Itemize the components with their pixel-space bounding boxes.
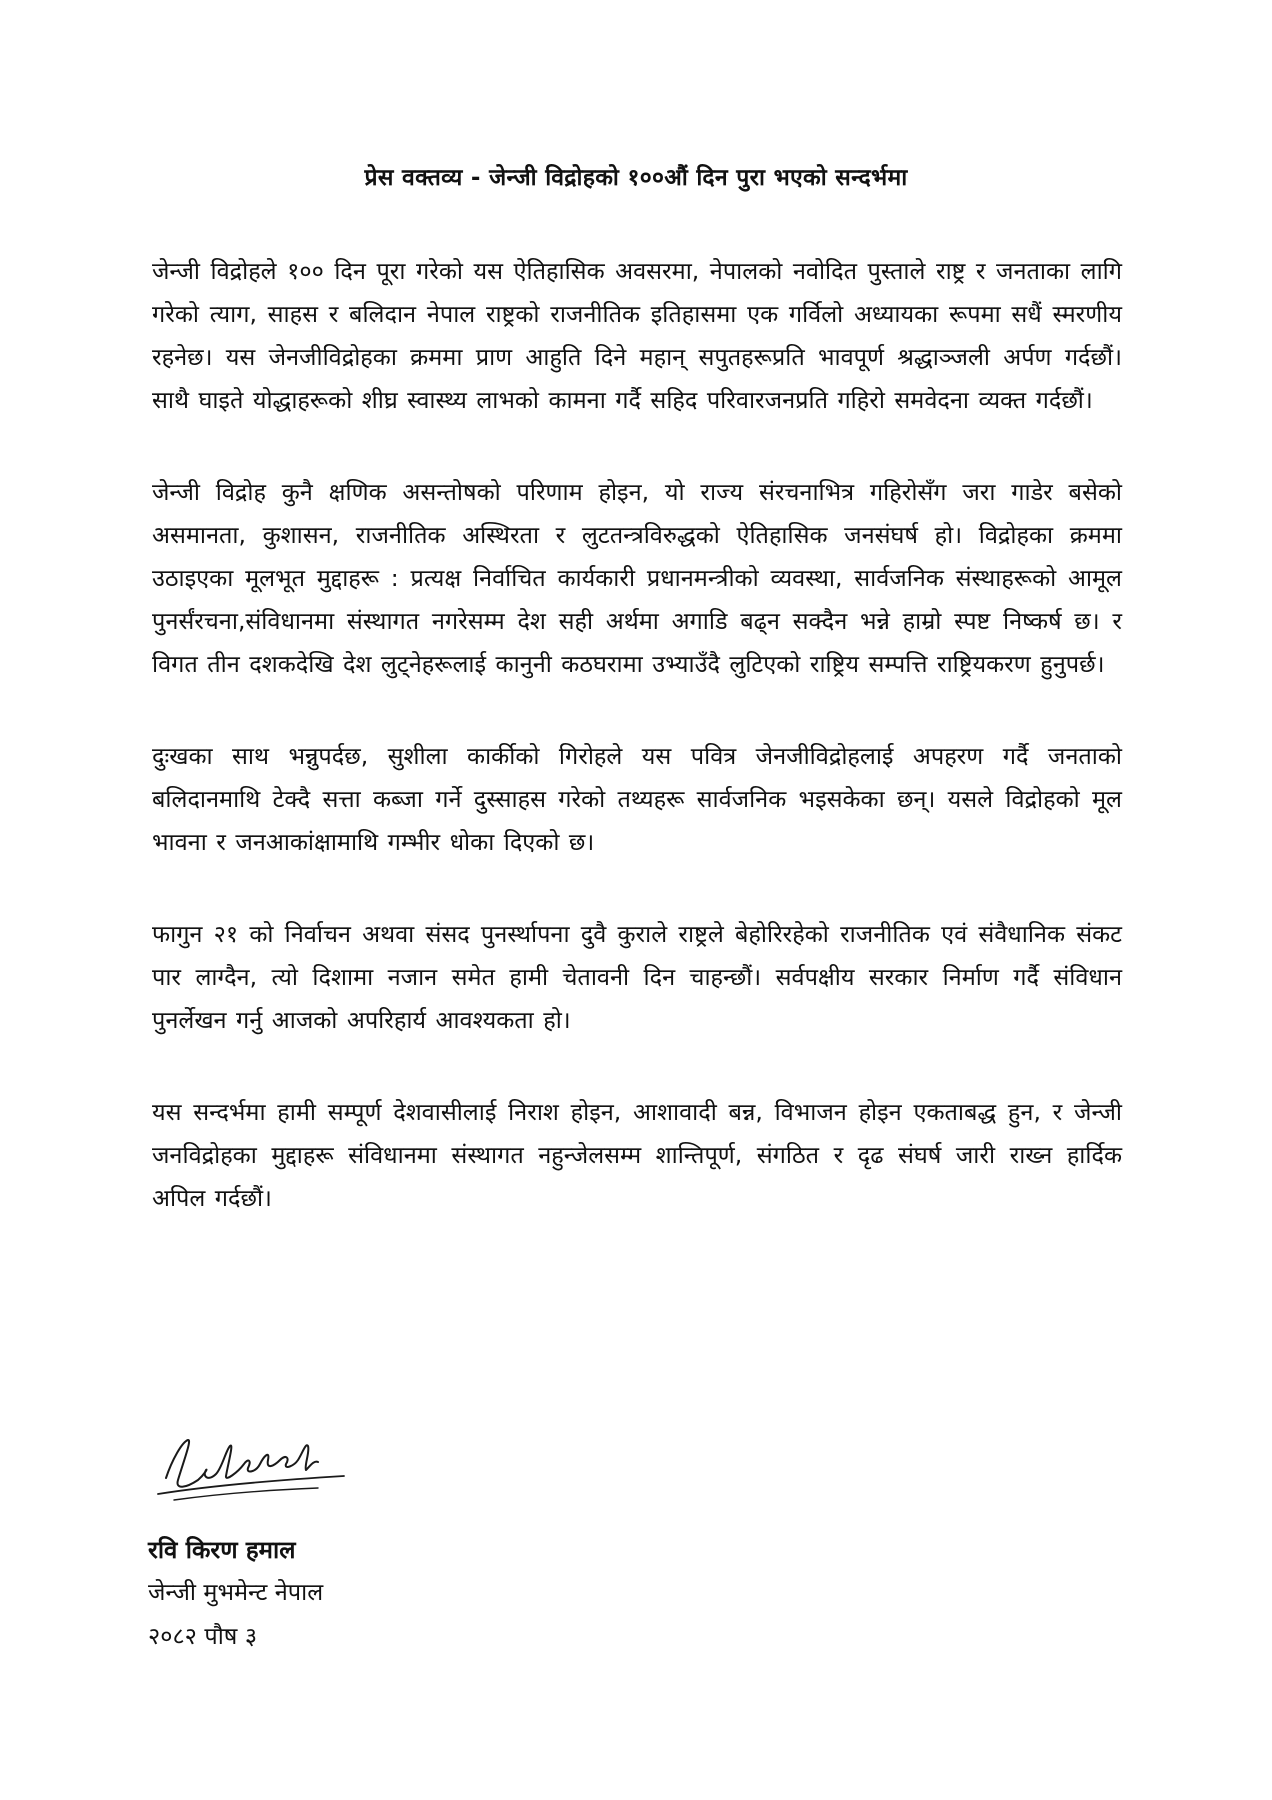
statement-date: २०८२ पौष ३ <box>148 1622 258 1650</box>
paragraph-4: फागुन २१ को निर्वाचन अथवा संसद पुनर्स्थापना दुवै कुराले राष्ट्रले बेहोरिरहेको राजनीतिक एवं संवैधानिक संकट पार लाग्दैन, त्यो दिशामा नजान समेत हामी चेतावनी दिन चाहन्छौं। सर्वपक्षीय सरकार निर्माण गर्दै संविधान पुनर्लेखन गर्नु आजको अपरिहार्य आवश्यकता हो। <box>152 920 1122 1034</box>
document-title: प्रेस वक्तव्य - जेन्जी विद्रोहको १००औं दिन पुरा भएको सन्दर्भमा <box>364 165 908 191</box>
signatory-name: रवि किरण हमाल <box>148 1536 296 1564</box>
paragraph-1: जेन्जी विद्रोहले १०० दिन पूरा गरेको यस ऐतिहासिक अवसरमा, नेपालको नवोदित पुस्ताले राष्ट्र र जनताका लागि गरेको त्याग, साहस र बलिदान नेपाल राष्ट्रको राजनीतिक इतिहासमा एक गर्विलो अध्यायका रूपमा सधैं स्मरणीय रहनेछ। यस जेनजीविद्रोहका क्रममा प्राण आहुति दिने महान् सपुतहरूप्रति भावपूर्ण श्रद्धाञ्जली अर्पण गर्दछौं। साथै घाइते योद्धाहरूको शीघ्र स्वास्थ्य लाभको कामना गर्दै सहिद परिवारजनप्रति गहिरो समवेदना व्यक्त गर्दछौं। <box>152 257 1122 414</box>
statement-body <box>152 250 1122 1269</box>
paragraph-2: जेन्जी विद्रोह कुनै क्षणिक असन्तोषको परिणाम होइन, यो राज्य संरचनाभित्र गहिरोसँग जरा गाडेर बसेको असमानता, कुशासन, राजनीतिक अस्थिरता र लुटतन्त्रविरुद्धको ऐतिहासिक जनसंघर्ष हो। विद्रोहका क्रममा उठाइएका मूलभूत मुद्दाहरू : प्रत्यक्ष निर्वाचित कार्यकारी प्रधानमन्त्रीको व्यवस्था, सार्वजनिक संस्थाहरूको आमूल पुनर्संरचना,संविधानमा संस्थागत नगरेसम्म देश सही अर्थमा अगाडि बढ्न सक्दैन भन्ने हाम्रो स्पष्ट निष्कर्ष छ। र विगत तीन दशकदेखि देश लुट्नेहरूलाई कानुनी कठघरामा उभ्याउँदै लुटिएको राष्ट्रिय सम्पत्ति राष्ट्रियकरण हुनुपर्छ। <box>152 478 1122 678</box>
paragraph-3: दुःखका साथ भन्नुपर्दछ, सुशीला कार्कीको गिरोहले यस पवित्र जेनजीविद्रोहलाई अपहरण गर्दै जनताको बलिदानमाथि टेक्दै सत्ता कब्जा गर्ने दुस्साहस गरेको तथ्यहरू सार्वजनिक भइसकेका छन्। यसले विद्रोहको मूल भावना र जनआकांक्षामाथि गम्भीर धोका दिएको छ। <box>152 742 1122 856</box>
handwritten-signature-icon <box>148 1420 358 1520</box>
paragraph-5: यस सन्दर्भमा हामी सम्पूर्ण देशवासीलाई निराश होइन, आशावादी बन्न, विभाजन होइन एकताबद्ध हुन, र जेन्जी जनविद्रोहका मुद्दाहरू संविधानमा संस्थागत नहुन्जेलसम्म शान्तिपूर्ण, संगठित र दृढ संघर्ष जारी राख्न हार्दिक अपिल गर्दछौं। <box>152 1098 1122 1212</box>
signatory-organization: जेन्जी मुभमेन्ट नेपाल <box>148 1578 324 1606</box>
signature-block <box>148 1420 568 1658</box>
